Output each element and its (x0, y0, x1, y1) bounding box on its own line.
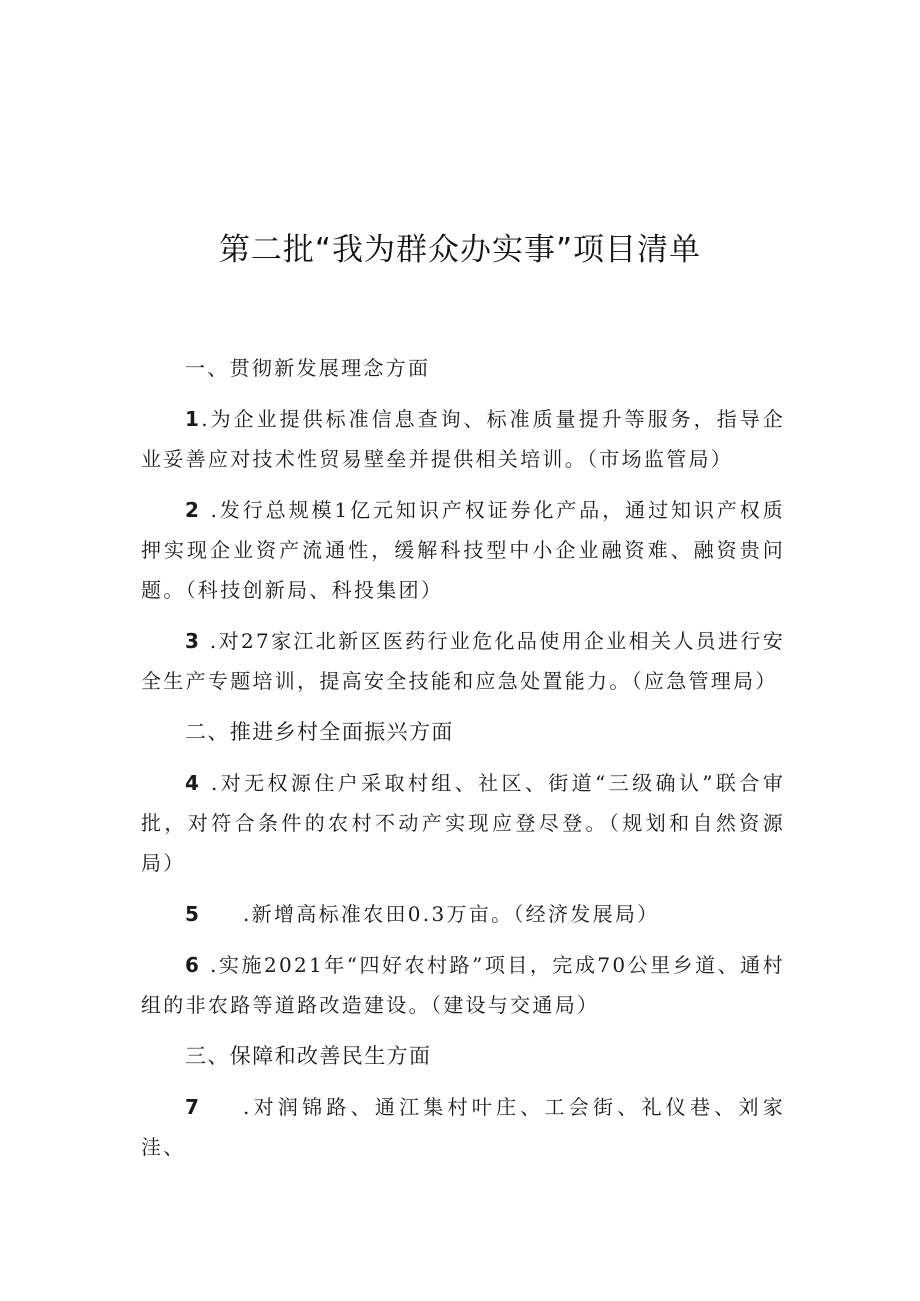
document-body (141, 348, 785, 1178)
section-heading-3: 三、保障和改善民生方面 (185, 1044, 432, 1068)
item-separator: . (201, 407, 210, 431)
item-number: 7 (185, 1095, 202, 1119)
item-separator: . (201, 771, 220, 795)
item-separator: . (243, 902, 252, 926)
section-heading-2: 二、推进乡村全面振兴方面 (185, 720, 454, 744)
list-item-4 (141, 763, 785, 883)
item-number: 1 (185, 407, 202, 431)
list-item-5 (141, 894, 785, 934)
item-number: 6 (185, 953, 202, 977)
item-text: 实施2021年“四好农村路”项目，完成70公里乡道、通村组的非农路等道路改造建设。（建设与交通局） (141, 953, 785, 1017)
document-title: 第二批“我为群众办实事”项目清单 (218, 232, 702, 268)
item-text: 发行总规模1亿元知识产权证券化产品，通过知识产权质押实现企业资产流通性，缓解科技型中小企业融资难、融资贵问题。（科技创新局、科投集团） (141, 498, 785, 602)
list-item-7 (141, 1087, 785, 1167)
list-item-6 (141, 945, 785, 1025)
item-number: 2 (185, 498, 202, 522)
item-separator: . (201, 953, 219, 977)
item-text: 对无权源住户采取村组、社区、街道“三级确认”联合审批，对符合条件的农村不动产实现应登尽登。（规划和自然资源局） (141, 771, 785, 875)
item-text: 对27家江北新区医药行业危化品使用企业相关人员进行安全生产专题培训，提高安全技能和应急处置能力。（应急管理局） (141, 629, 785, 693)
item-text: 为企业提供标准信息查询、标准质量提升等服务，指导企业妥善应对技术性贸易壁垒并提供相关培训。（市场监管局） (141, 407, 785, 471)
list-item-2 (141, 490, 785, 610)
item-number: 4 (185, 771, 202, 795)
section-heading-1: 一、贯彻新发展理念方面 (185, 356, 431, 380)
list-item-1 (141, 399, 785, 479)
item-number: 5 (185, 902, 202, 926)
item-number: 3 (185, 629, 202, 653)
list-item-3 (141, 621, 785, 701)
item-text: 新增高标准农田0.3万亩。（经济发展局） (251, 902, 660, 926)
item-separator: . (201, 629, 219, 653)
item-text: 对润锦路、通江集村叶庄、工会街、礼仪巷、刘家洼、 (141, 1095, 785, 1159)
item-separator: . (243, 1095, 252, 1119)
item-separator: . (201, 498, 220, 522)
